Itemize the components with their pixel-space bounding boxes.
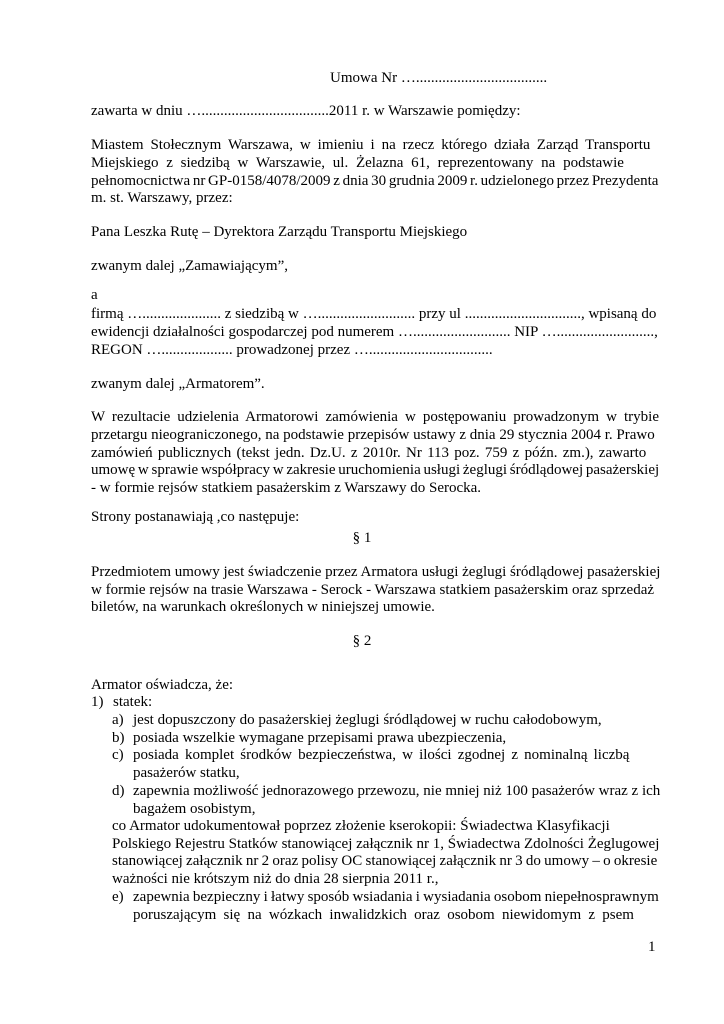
- list-marker: a): [112, 712, 124, 728]
- text-line: firmą …..................... z siedzibą w ….......................... przy ul ..............................., wpisaną do: [91, 306, 657, 322]
- contract-intro: zawarta w dniu …..................................2011 r. w Warszawie pomiędzy:: [91, 103, 521, 119]
- text-line: w formie rejsów na trasie Warszawa - Serock - Warszawa statkiem pasażerskim oraz sprzedaż: [91, 582, 655, 598]
- list-marker: e): [112, 889, 124, 905]
- text-line: co Armator udokumentował poprzez złożenie kserokopii: Świadectwa Klasyfikacji: [112, 818, 610, 834]
- list-item-text: bagażem osobistym,: [133, 801, 256, 817]
- contract-title: Umowa Nr …...................................: [330, 70, 548, 86]
- text-line: biletów, na warunkach określonych w niniejszej umowie.: [91, 599, 435, 615]
- text-line: pełnomocnictwa nr GP-0158/4078/2009 z dnia 30 grudnia 2009 r. udzielonego przez Prezydenta: [91, 173, 659, 189]
- text-line: Przedmiotem umowy jest świadczenie przez Armatora usługi żeglugi śródlądowej pasażerskiej: [91, 564, 661, 580]
- list-item-text: statek:: [113, 694, 153, 710]
- text-line: REGON …................... prowadzonej przez ….................................: [91, 342, 493, 358]
- list-item-text: posiada komplet środków bezpieczeństwa, w ilości zgodnej z nominalną liczbą: [133, 747, 630, 763]
- text-line: Polskiego Rejestru Statków stanowiącej załącznik nr 1, Świadectwa Zdolności Żeglugowej: [112, 836, 660, 852]
- list-item-text: posiada wszelkie wymagane przepisami prawa ubezpieczenia,: [133, 730, 507, 746]
- section-1-heading: § 1: [352, 530, 372, 546]
- agree-line: Strony postanawiają ,co następuje:: [91, 509, 300, 525]
- list-item-text: poruszającym się na wózkach inwalidzkich oraz osobom niewidomym z psem: [133, 907, 634, 923]
- list-marker: 1): [91, 694, 104, 710]
- list-item-text: jest dopuszczony do pasażerskiej żeglugi śródlądowej w ruchu całodobowym,: [133, 712, 602, 728]
- armator-def: zwanym dalej „Armatorem”.: [91, 376, 265, 392]
- text-line: umowę w sprawie współpracy w zakresie uruchomienia usługi żeglugi śródlądowej pasażerskiej: [91, 462, 660, 478]
- list-marker: c): [112, 747, 124, 763]
- text-line: - w formie rejsów statkiem pasażerskim z Warszawy do Serocka.: [91, 480, 482, 496]
- text-line: Miastem Stołecznym Warszawa, w imieniu i na rzecz którego działa Zarząd Transportu: [91, 137, 651, 153]
- text-line: ważności nie krótszym niż do dnia 28 sierpnia 2011 r.,: [112, 871, 439, 887]
- text-line: przetargu nieograniczonego, na podstawie przepisów ustawy z dnia 29 stycznia 2004 r. Prawo: [91, 427, 655, 443]
- text-line: m. st. Warszawy, przez:: [91, 190, 233, 206]
- text-line: W rezultacie udzielenia Armatorowi zamówienia w postępowaniu prowadzonym w trybie: [91, 409, 659, 425]
- list-marker: d): [112, 783, 125, 799]
- section-2-heading: § 2: [352, 633, 372, 649]
- list-marker: b): [112, 730, 125, 746]
- list-item-text: zapewnia możliwość jednorazowego przewozu, nie mniej niż 100 pasażerów wraz z ich: [133, 783, 661, 799]
- text-line: stanowiącej załącznik nr 2 oraz polisy OC stanowiącej załącznik nr 3 do umowy – o okresie: [112, 853, 658, 869]
- list-item-text: zapewnia bezpieczny i łatwy sposób wsiadania i wysiadania osobom niepełnosprawnym: [133, 889, 659, 905]
- text-line: Miejskiego z siedzibą w Warszawie, ul. Żelazna 61, reprezentowany na podstawie: [91, 155, 624, 171]
- text-line: zamówień publicznych (tekst jedn. Dz.U. z 2010r. Nr 113 poz. 759 z późn. zm.), zawarto: [91, 445, 647, 461]
- conjunction-a: a: [91, 287, 98, 303]
- text-line: ewidencji działalności gospodarczej pod numerem ….......................... NIP …..........................,: [91, 324, 658, 340]
- list-item-text: pasażerów statku,: [133, 765, 240, 781]
- zamawiajacy-def: zwanym dalej „Zamawiającym”,: [91, 258, 288, 274]
- section-2-intro: Armator oświadcza, że:: [91, 677, 234, 693]
- page-number: 1: [648, 939, 656, 955]
- representative: Pana Leszka Rutę – Dyrektora Zarządu Transportu Miejskiego: [91, 224, 468, 240]
